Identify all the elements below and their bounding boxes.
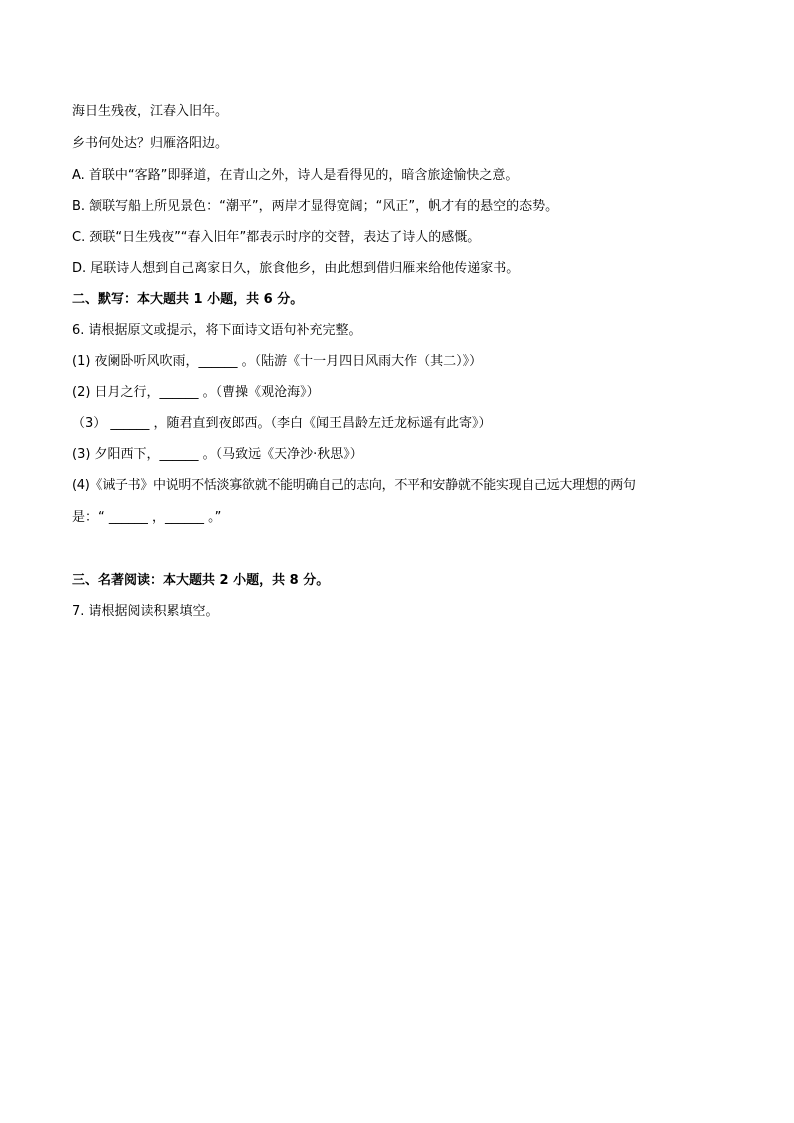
- option-d: D. 尾联诗人想到自己离家日久，旅食他乡，由此想到借归雁来给他传递家书。: [72, 261, 520, 276]
- dictation-item-4: (3) 夕阳西下，______ 。（马致远《天净沙·秋思》）: [72, 447, 363, 462]
- section-heading-dictation: 二、默写：本大题共 1 小题，共 6 分。: [72, 292, 304, 307]
- dictation-item-2: (2) 日月之行，______ 。（曹操《观沧海》）: [72, 385, 320, 400]
- poem-line-2: 乡书何处达？归雁洛阳边。: [72, 136, 229, 151]
- dictation-item-5-cont: 是：“ ______ ，______ 。”: [72, 510, 222, 525]
- option-a: A. 首联中“客路”即驿道，在青山之外，诗人是看得见的，暗含旅途愉快之意。: [72, 168, 519, 183]
- dictation-item-1: (1) 夜阑卧听风吹雨，______ 。（陆游《十一月四日风雨大作（其二）》）: [72, 354, 483, 369]
- section-heading-reading: 三、名著阅读：本大题共 2 小题，共 8 分。: [72, 573, 330, 588]
- dictation-item-5: (4)《诫子书》中说明不恬淡寡欲就不能明确自己的志向，不平和安静就不能实现自己远大理想的两句: [72, 478, 636, 493]
- dictation-item-3: （3） ______ ，随君直到夜郎西。（李白《闻王昌龄左迁龙标遥有此寄》）: [72, 416, 492, 431]
- poem-line-1: 海日生残夜，江春入旧年。: [72, 104, 229, 119]
- question-6: 6. 请根据原文或提示，将下面诗文语句补充完整。: [72, 323, 362, 338]
- question-7: 7. 请根据阅读积累填空。: [72, 604, 219, 619]
- option-c: C. 颈联“日生残夜”“春入旧年”都表示时序的交替，表达了诗人的感慨。: [72, 230, 481, 245]
- option-b: B. 颔联写船上所见景色：“潮平”，两岸才显得宽阔；“风正”，帆才有的悬空的态势。: [72, 199, 559, 214]
